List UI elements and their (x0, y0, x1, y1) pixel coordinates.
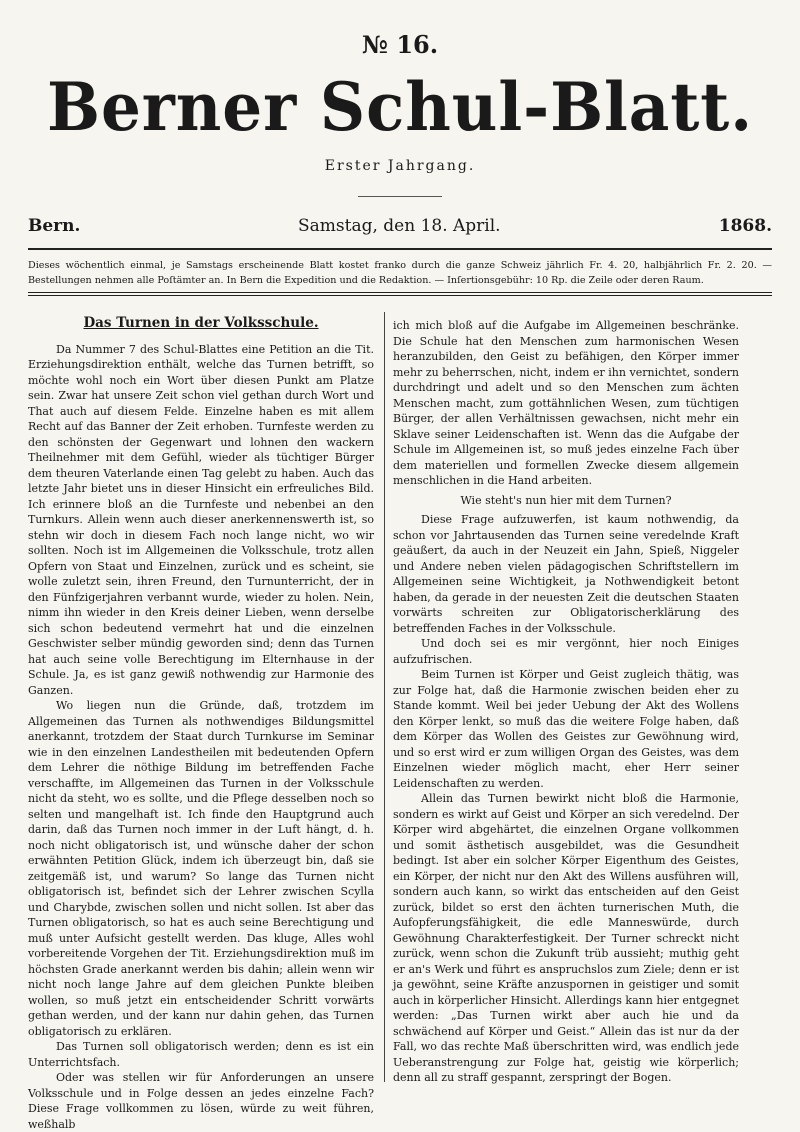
paragraph: Wie steht's nun hier mit dem Turnen? (460, 493, 672, 507)
subscription-notice: Dieses wöchentlich einmal, je Samstags erscheinende Blatt kostet franko durch die ganze Schweiz jährlich Fr. 4. 20, halbjährlich Fr. 2. 20. — Bestellungen nehmen alle Poſtämter an. In Bern die Expedition und die Redaktion. — Inſertionsgebühr: 10 Rp. die Zeile oder deren Raum. (28, 260, 772, 286)
article-column-right (393, 318, 739, 1098)
volume-subtitle: Erster Jahrgang. (324, 158, 476, 174)
newspaper-title: Berner Schul-Blatt. (47, 68, 753, 146)
year-label: 1868. (718, 216, 772, 236)
article-title: Das Turnen in der Volksschule. (83, 315, 319, 331)
divider-rule (28, 292, 772, 293)
date-label: Samstag, den 18. April. (298, 216, 501, 236)
paragraph: Und doch sei es mir vergönnt, hier noch Einiges aufzufrischen. (393, 637, 739, 666)
paragraph: Oder was stellen wir für Anforderungen an unsere Volksschule und in Folge dessen an jedes einzelne Fach? Diese Frage vollkommen zu lösen, würde zu weit führen, weßhalb (28, 1071, 374, 1131)
paragraph: ich mich bloß auf die Aufgabe im Allgemeinen beschränke. Die Schule hat den Menschen zum harmonischen Wesen heranzubilden, den Geist zu befähigen, den Körper immer mehr zu beherrschen, nicht, indem er ihn vernichtet, sondern durchdringt und adelt und so den Menschen zum ächten Menschen macht, zum gottähnlichen Wesen, zum tüchtigen Bürger, der allen Verhältnissen gewachsen, nicht mehr ein Sklave seiner Leidenschaften ist. Wenn das die Aufgabe der Schule im Allgemeinen ist, so muß jedes einzelne Fach über dem materiellen und formellen Zwecke diesem allgemein menschlichen in die Hand arbeiten. (393, 319, 739, 487)
paragraph: Diese Frage aufzuwerfen, ist kaum nothwendig, da schon vor Jahrtausenden das Turnen seine veredelnde Kraft geäußert, da auch in der Neuzeit ein Jahn, Spieß, Niggeler und Andere neben vielen pädagogischen Schriftstellern im Allgemeinen seine Wichtigkeit, ja Nothwendigkeit betont haben, da gerade in der neuesten Zeit die deutschen Staaten vorwärts schreiten zur Obligatorischerklärung des betreffenden Faches in der Volksschule. (393, 513, 739, 635)
issue-number: № 16. (361, 30, 439, 59)
decorative-rule (358, 196, 442, 197)
article-column-left (28, 315, 374, 1131)
column-divider (384, 312, 385, 1082)
paragraph: Allein das Turnen bewirkt nicht bloß die Harmonie, sondern es wirkt auf Geist und Körper an sich veredelnd. Der Körper wird abgehärtet, die einzelnen Organe vollkommen und somit ästhetisch ausgebildet, was die Gesundheit bedingt. Ist aber ein solcher Körper Eigenthum des Geistes, ein Körper, der nicht nur den Akt des Willens ausführen will, sondern auch kann, so wirkt das entscheiden auf den Geist zurück, bildet so erst den ächten turnerischen Muth, die Aufopferungsfähigkeit, die edle Manneswürde, durch Gewöhnung Charakterfestigkeit. Der Turner schreckt nicht zurück, wenn schon die Zukunft trüb aussieht; muthig geht er an's Werk und führt es anspruchslos zum Ziele; denn er ist ja gewöhnt, seine Kräfte anzuspornen in geistiger und somit auch in körperlicher Hinsicht. Allerdings kann hier entgegnet werden: „Das Turnen wirkt aber auch hie und da schwächend auf Körper und Geist.“ Allein das ist nur da der Fall, wo das rechte Maß überschritten wird, was endlich jede Ueberanstrengung zur Folge hat, geistig wie körperlich; denn all zu straff gespannt, zerspringt der Bogen. (393, 792, 739, 1084)
dateline (28, 216, 772, 242)
place-label: Bern. (28, 216, 81, 236)
paragraph: Wo liegen nun die Gründe, daß, trotzdem im Allgemeinen das Turnen als nothwendiges Bildungsmittel anerkannt, trotzdem der Staat durch Turnkurse im Seminar wie in den einzelnen Landestheilen mit bedeutenden Opfern dem Lehrer die nöthige Bildung im betreffenden Fache verschaffte, im Allgemeinen das Turnen in der Volksschule nicht da steht, wo es sollte, und die Pflege desselben noch so selten und mangelhaft ist. Ich finde den Hauptgrund auch darin, daß das Turnen noch immer in der Luft hängt, d. h. noch nicht obligatorisch ist, und wünsche daher der schon erwähnten Petition Glück, indem ich überzeugt bin, daß sie zeitgemäß ist, und warum? So lange das Turnen nicht obligatorisch ist, befindet sich der Lehrer zwischen Scylla und Charybde, zwischen sollen und nicht sollen. Ist aber das Turnen obligatorisch, so hat es auch seine Berechtigung und muß unter Aufsicht gestellt werden. Das kluge, Alles wohl vorbereitende Vorgehen der Tit. Erziehungsdirektion muß im höchsten Grade anerkannt werden bis dahin; allein wenn wir nicht noch lange Jahre auf dem gleichen Punkte bleiben wollen, so muß jetzt ein entscheidender Schritt vorwärts gethan werden, und der kann nur dahin gehen, das Turnen obligatorisch zu erklären. (28, 699, 374, 1038)
paragraph: Beim Turnen ist Körper und Geist zugleich thätig, was zur Folge hat, daß die Harmonie zwischen beiden eher zu Stande kommt. Weil bei jeder Uebung der Akt des Wollens den Körper lenkt, so muß das die weitere Folge haben, daß dem Körper das Wollen des Geistes zur Gewöhnung wird, und so erst wird er zum willigen Organ des Geistes, was dem Einzelnen wieder möglich macht, eher Herr seiner Leidenschaften zu werden. (393, 668, 739, 790)
divider-rule (28, 295, 772, 296)
paragraph: Da Nummer 7 des Schul-Blattes eine Petition an die Tit. Erziehungsdirektion enthält, welche das Turnen betrifft, so möchte wohl noch ein Wort über diesen Punkt am Platze sein. Zwar hat unsere Zeit schon viel gethan durch Wort und That auch auf diesem Felde. Einzelne haben es mit allem Recht auf das Banner der Zeit erhoben. Turnfeste werden zu den schönsten der Gegenwart und lohnen den wackern Theilnehmer mit dem Gefühl, wieder als tüchtiger Bürger dem theuren Vaterlande einen Tag gelebt zu haben. Auch das letzte Jahr bietet uns in dieser Hinsicht ein erfreuliches Bild. Ich erinnere bloß an die Turnfeste und nebenbei an den Turnkurs. Allein wenn auch dieser anerkennenswerth ist, so stehn wir doch in diesem Fach noch lange nicht, wo wir sollten. Noch ist im Allgemeinen die Volksschule, trotz allen Opfern von Staat und Einzelnen, zurück und es scheint, sie wolle zuletzt sein, ihren Freund, den Turnunterricht, der in den Fünfzigerjahren verbannt wurde, wieder zu holen. Nein, nimm ihn wieder in den Kreis deiner Lieben, wenn derselbe sich schon bedeutend vermehrt hat und die einzelnen Geschwister selber mündig geworden sind; denn das Turnen hat auch seine volle Berechtigung im Elternhause in der Schule. Ja, es ist ganz gewiß nothwendig zur Harmonie des Ganzen. (28, 342, 374, 697)
paragraph: Das Turnen soll obligatorisch werden; denn es ist ein Unterrichtsfach. (28, 1040, 374, 1069)
divider-rule (28, 248, 772, 250)
